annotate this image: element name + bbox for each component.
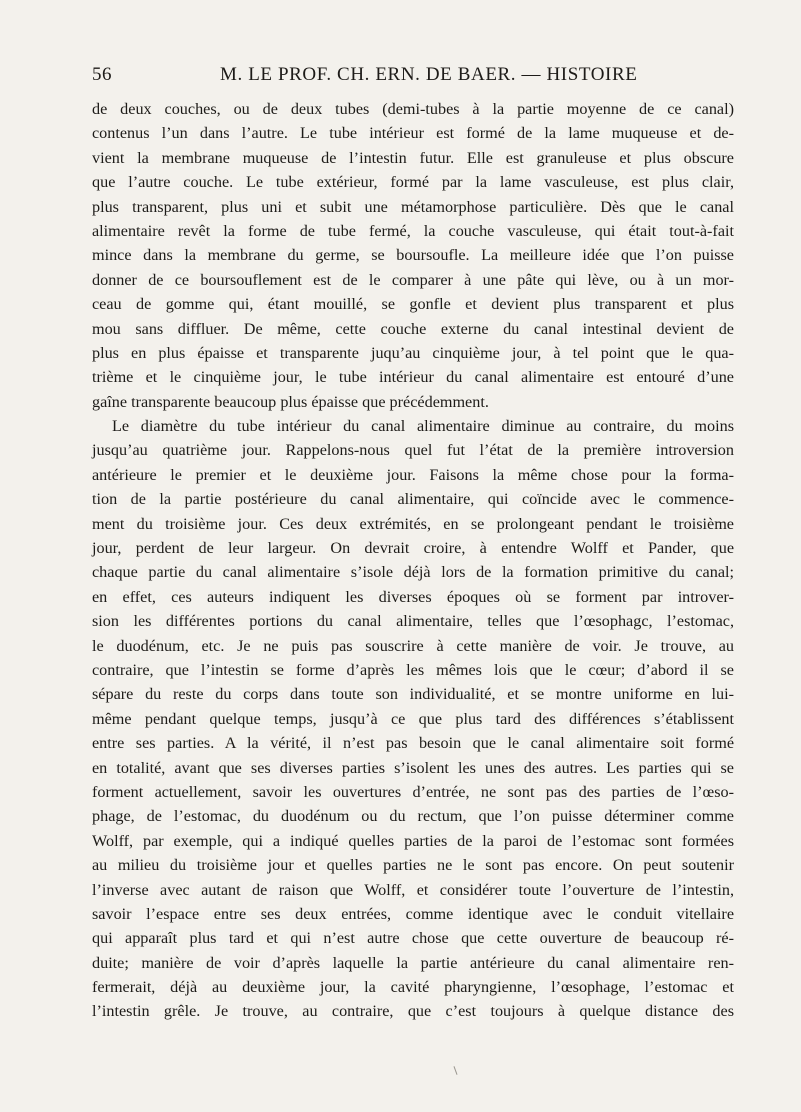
text-line: l’intestin grêle. Je trouve, au contraire, que c’est toujours à quelque distance des — [92, 1002, 734, 1021]
text-line: contenus l’un dans l’autre. Le tube intérieur est formé de la lame muqueuse et de- — [92, 124, 734, 143]
running-title: M. LE PROF. CH. ERN. DE BAER. — HISTOIRE — [220, 64, 638, 85]
text-line: trième et le cinquième jour, le tube intérieur du canal alimentaire est entouré d’une — [92, 368, 734, 387]
text-line: savoir l’espace entre ses deux entrées, comme identique avec le conduit vitellaire — [92, 904, 734, 923]
page-header — [92, 64, 732, 90]
text-line: jour, perdent de leur largeur. On devrait croire, à entendre Wolff et Pander, que — [92, 539, 734, 558]
text-line: l’inverse avec autant de raison que Wolff, et considérer toute l’ouverture de l’intestin, — [92, 880, 734, 899]
text-line: mou sans diffluer. De même, cette couche externe du canal intestinal devient de — [92, 319, 734, 338]
text-line: au milieu du troisième jour et quelles parties ne le sont pas encore. On peut soutenir — [92, 856, 734, 875]
text-line: mince dans la membrane du germe, se boursoufle. La meilleure idée que l’on puisse — [92, 246, 734, 265]
text-line: en effet, ces auteurs indiquent les diverses époques où se forment par introver- — [92, 587, 734, 606]
text-line: duite; manière de voir d’après laquelle la partie antérieure du canal alimentaire ren- — [92, 953, 734, 972]
text-line: donner de ce boursouflement est de le comparer à une pâte qui lève, ou à un mor- — [92, 270, 734, 289]
text-line: chaque partie du canal alimentaire s’isole déjà lors de la formation primitive du canal; — [92, 563, 734, 582]
text-line: que l’autre couche. Le tube extérieur, formé par la lame vasculeuse, est plus clair, — [92, 173, 734, 192]
text-line: plus en plus épaisse et transparente juqu’au cinquième jour, à tel point que le qua- — [92, 343, 734, 362]
text-line: Wolff, par exemple, qui a indiqué quelles parties de la paroi de l’estomac sont formées — [92, 831, 734, 850]
text-line: sion les différentes portions du canal alimentaire, telles que l’œsophagc, l’estomac, — [92, 612, 734, 631]
text-line: sépare du reste du corps dans toute son individualité, et se montre uniforme en lui- — [92, 685, 734, 704]
text-line: forment actuellement, savoir les ouvertures d’entrée, ne sont pas des parties de l’œso- — [92, 782, 734, 801]
text-line: qui apparaît plus tard et qui n’est autre chose que cette ouverture de beaucoup ré- — [92, 929, 734, 948]
text-line: entre ses parties. A la vérité, il n’est pas besoin que le canal alimentaire soit formé — [92, 734, 734, 753]
text-line: antérieure le premier et le deuxième jour. Faisons la même chose pour la forma- — [92, 465, 734, 484]
text-line: tion de la partie postérieure du canal alimentaire, qui coïncide avec le commence- — [92, 490, 734, 509]
page-number: 56 — [92, 64, 112, 85]
ink-speck — [453, 1066, 457, 1075]
text-line: alimentaire revêt la forme de tube fermé, la couche vasculeuse, qui était tout-à-fait — [92, 221, 734, 240]
text-line: de deux couches, ou de deux tubes (demi-tubes à la partie moyenne de ce canal) — [92, 100, 734, 118]
text-line: le duodénum, etc. Je ne puis pas souscrire à cette manière de voir. Je trouve, au — [92, 636, 734, 655]
paragraph-start-line: Le diamètre du tube intérieur du canal alimentaire diminue au contraire, du moins — [112, 417, 734, 436]
text-line: plus transparent, plus uni et subit une métamorphose particulière. Dès que le canal — [92, 197, 734, 216]
text-line: vient la membrane muqueuse de l’intestin futur. Elle est granuleuse et plus obscure — [92, 148, 734, 167]
body-text — [92, 97, 734, 1024]
text-line: ceau de gomme qui, étant mouillé, se gonfle et devient plus transparent et plus — [92, 295, 734, 314]
text-line: fermerait, déjà au deuxième jour, la cavité pharyngienne, l’œsophage, l’estomac et — [92, 978, 734, 997]
text-line: jusqu’au quatrième jour. Rappelons-nous quel fut l’état de la première introversion — [92, 441, 734, 460]
text-line: phage, de l’estomac, du duodénum ou du rectum, que l’on puisse déterminer comme — [92, 807, 734, 826]
text-line: en totalité, avant que ses diverses parties s’isolent les unes des autres. Les parties qui se — [92, 758, 734, 777]
text-line: contraire, que l’intestin se forme d’après les mêmes lois que le cœur; d’abord il se — [92, 660, 734, 679]
text-line: même pendant quelque temps, jusqu’à ce que plus tard des différences s’établissent — [92, 709, 734, 728]
text-line: ment du troisième jour. Ces deux extrémités, en se prolongeant pendant le troisième — [92, 514, 734, 533]
paragraph-end-line: gaîne transparente beaucoup plus épaisse que précédemment. — [92, 392, 489, 411]
